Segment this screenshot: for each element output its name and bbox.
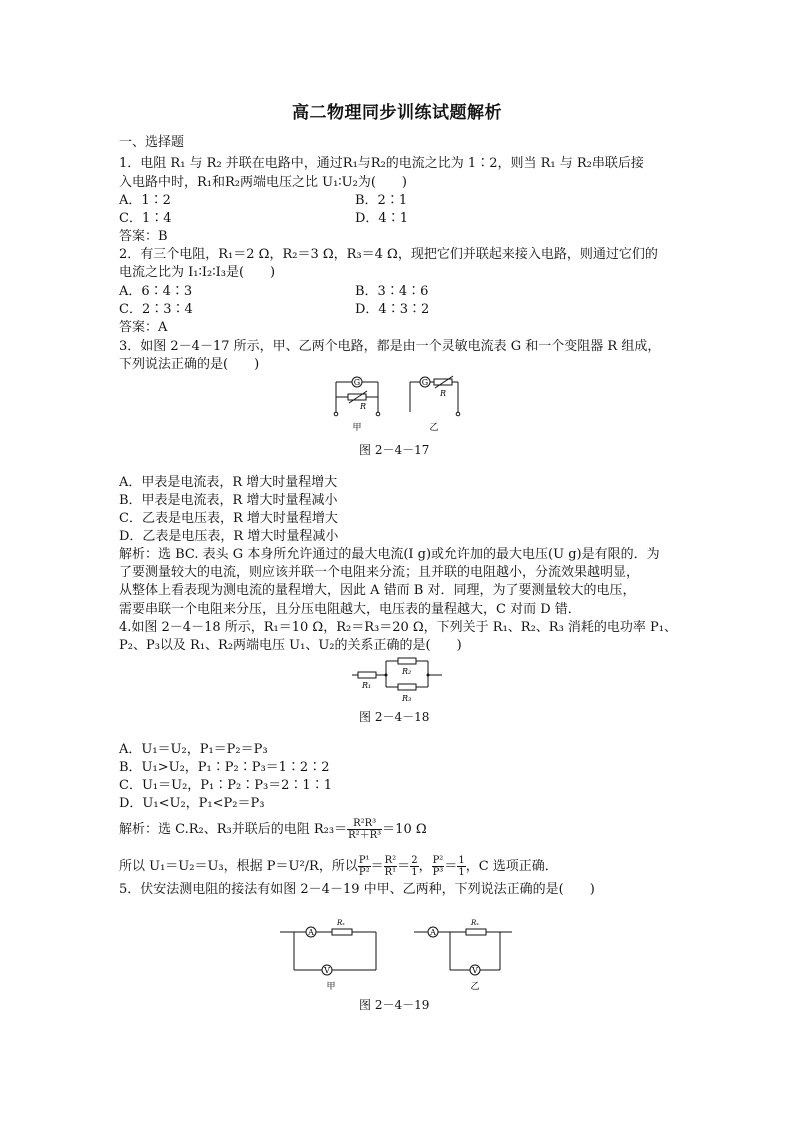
q4-explanation-line1 [119,818,427,841]
q3-option-d: D．乙表是电压表，R 增大时量程减小 [119,529,339,544]
q1-stem-line2: 入电路中时，R₁和R₂两端电压之比 U₁∶U₂为( ) [119,175,407,190]
figure-caption: 图 2－4－17 [359,443,430,457]
junction-dot-icon [427,674,430,677]
figure-caption: 图 2－4－19 [359,998,430,1012]
q1-option-b: B．2∶1 [355,193,408,208]
q4-stem-line2: P₂、P₃以及 R₁、R₂两端电压 U₁、U₂的关系正确的是( ) [119,638,462,653]
q3-stem-line1: 3．如图 2－4－17 所示，甲、乙两个电路，都是由一个灵敏电流表 G 和一个变阻器 R 组成， [119,339,661,354]
q1-option-a: A．1∶2 [119,193,171,208]
q4-option-a: A．U₁＝U₂，P₁＝P₂＝P₃ [119,742,268,757]
circuit-yi [410,376,460,416]
fraction-denominator: 1 [458,867,465,878]
fraction-denominator: 1 [411,867,418,878]
q3-option-b: B．甲表是电流表，R 增大时量程减小 [119,493,338,508]
jia-rx-label: Rₓ [337,919,345,927]
fraction-denominator: P³ [432,867,444,878]
resistor-r3-icon [398,684,416,690]
jia-a-label: A [308,928,314,937]
jia-g-label: G [353,378,361,387]
q1-stem-line1: 1．电阻 R₁ 与 R₂ 并联在电路中，通过R₁与R₂的电流之比为 1∶2，则当 R₁ 与 R₂串联后接 [119,156,644,171]
equals-sign: ＝ [397,859,411,874]
q4-option-c: C．U₁＝U₂，P₁∶P₂∶P₃＝2∶1∶1 [119,778,332,793]
q4-exp1-prefix: 解析：选 C.R₂、R₃并联后的电阻 R₂₃＝ [119,822,348,837]
equals-sign: ＝ [370,859,384,874]
q3-explanation-line4: 需要串联一个电阻来分压，且分压电阻越大，电压表的量程越大，C 对而 D 错． [119,602,581,617]
yi-rx-label: Rₓ [471,919,479,927]
q2-option-b: B．3∶4∶6 [355,284,429,299]
resistor-rx-icon [466,929,486,935]
q4-exp2-prefix: 所以 U₁＝U₂＝U₃，根据 P＝U²/R，所以 [119,859,358,874]
section-heading: 一、选择题 [119,135,185,150]
fraction-numerator: P² [432,855,444,866]
q3-option-c: C．乙表是电压表，R 增大时量程增大 [119,511,338,526]
q1-answer: 答案：B [119,229,168,244]
yi-v-label: V [472,966,478,975]
r3-label: R₃ [402,694,412,703]
q4-option-d: D．U₁<U₂，P₁<P₂＝P₃ [119,796,265,811]
q4-explanation-line2 [119,855,558,878]
fraction-denominator: P² [358,867,370,878]
q2-option-a: A．6∶4∶3 [119,284,193,299]
rheostat-icon [434,379,452,385]
circuit-yi [414,927,512,975]
q3-explanation-line2: 了要测量较大的电流，则应该并联一个电阻来分流；且并联的电阻越小，分流效果越明显， [119,565,640,580]
junction-dot-icon [385,674,388,677]
r1-label: R₁ [362,681,372,690]
yi-r-label: R [440,389,447,398]
terminal-icon [376,412,380,416]
yi-label: 乙 [470,982,480,992]
yi-label: 乙 [429,423,439,433]
fraction-denominator: R¹ [384,867,397,878]
q4-exp1-suffix: ＝10 Ω [382,822,427,837]
separator: ， [418,859,432,874]
q4-exp2-suffix: ，C 选项正确． [465,859,558,874]
terminal-icon [456,412,460,416]
fraction-denominator: R²＋R³ [348,830,382,841]
resistor-r2-icon [398,658,416,664]
q2-stem-line2: 电流之比为 I₁∶I₂∶I₃是( ) [119,265,276,280]
q3-option-a: A．甲表是电流表，R 增大时量程增大 [119,475,338,490]
page-title: 高二物理同步训练试题解析 [292,103,502,123]
q3-stem-line2: 下列说法正确的是( ) [119,357,260,372]
jia-v-label: V [324,966,330,975]
resistor-rx-icon [332,929,352,935]
q2-option-d: D．4∶3∶2 [355,302,430,317]
resistor-r1-icon [358,672,376,678]
fraction-numerator: R² [384,855,397,866]
fraction [347,818,382,841]
yi-g-label: G [421,378,429,387]
rheostat-icon [348,394,366,400]
q1-option-d: D．4∶1 [355,211,408,226]
q4-stem-line1: 4.如图 2－4－18 所示，R₁＝10 Ω，R₂＝R₃＝20 Ω，下列关于 R₁、R₂、R₃ 消耗的电功率 P₁、 [119,620,678,635]
q2-answer: 答案：A [119,320,168,335]
fraction [432,855,445,878]
q3-explanation-line3: 从整体上看表现为测电流的量程增大，因此 A 错而 B 对．同理，为了要测量较大的电压， [119,583,636,598]
r2-label: R₂ [402,667,412,676]
terminal-icon [334,412,338,416]
fraction [384,855,398,878]
jia-label: 甲 [326,982,336,992]
fraction-numerator: 1 [458,855,465,866]
fraction [358,855,371,878]
q4-option-b: B．U₁>U₂，P₁∶P₂∶P₃＝1∶2∶2 [119,760,330,775]
figure-2-4-19 [280,912,520,994]
q1-option-c: C．1∶4 [119,211,172,226]
jia-r-label: R [360,402,367,411]
figure-caption: 图 2－4－18 [359,710,430,724]
fraction [410,855,418,878]
fraction-numerator: 2 [411,855,418,866]
q2-option-c: C．2∶3∶4 [119,302,193,317]
figure-2-4-18 [350,655,460,705]
fraction-numerator: R²R³ [347,818,382,830]
equals-sign: ＝ [444,859,458,874]
yi-a-label: A [430,928,436,937]
q3-explanation-line1: 解析：选 BC. 表头 G 本身所允许通过的最大电流(I g)或允许加的最大电压(U g)是有限的．为 [119,547,660,562]
q2-stem-line1: 2．有三个电阻，R₁＝2 Ω，R₂＝3 Ω，R₃＝4 Ω，现把它们并联起来接入电路，则通过它们的 [119,247,658,262]
q5-stem-line1: 5．伏安法测电阻的接法有如图 2－4－19 中甲、乙两种，下列说法正确的是( ) [119,882,595,897]
jia-label: 甲 [352,423,362,433]
figure-2-4-17 [330,372,470,434]
fraction-numerator: P¹ [358,855,370,866]
fraction [457,855,465,878]
